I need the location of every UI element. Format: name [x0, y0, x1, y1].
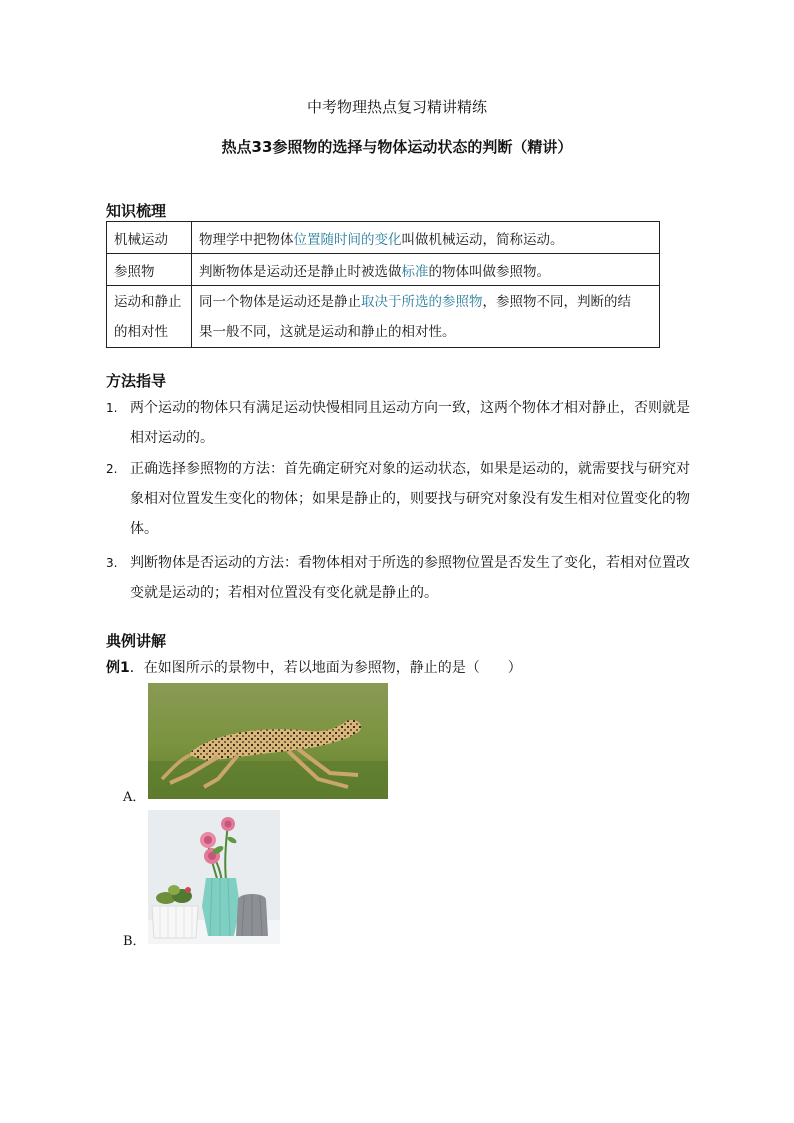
vases-image: [148, 810, 280, 944]
option-b-label: B．: [123, 934, 146, 949]
term-cell: 机械运动: [107, 222, 192, 254]
definition-cell: 判断物体是运动还是静止时被选做标准的物体叫做参照物。: [192, 254, 660, 286]
series-title: 中考物理热点复习精讲精练: [306, 98, 487, 116]
examples-heading: 典例讲解: [106, 632, 167, 650]
knowledge-heading: 知识梳理: [106, 202, 167, 220]
option-a-label: A．: [123, 790, 146, 805]
example-1-question: 例1．在如图所示的景物中，若以地面为参照物，静止的是（ ）: [106, 660, 522, 676]
definition-cell: 物理学中把物体位置随时间的变化叫做机械运动，简称运动。: [192, 222, 660, 254]
key-phrase: 取决于所选的参照物: [361, 293, 483, 310]
term-cell: 运动和静止 的相对性: [107, 286, 192, 348]
table-row: [107, 254, 660, 286]
knowledge-table: [106, 221, 660, 348]
topic-title: 热点33参照物的选择与物体运动状态的判断（精讲）: [221, 138, 573, 156]
method-item-3: 3. 判断物体是否运动的方法：看物体相对于所选的参照物位置是否发生了变化，若相对位置改 变就是运动的；若相对位置没有变化就是静止的。: [106, 555, 690, 601]
table-row: [107, 222, 660, 254]
method-heading: 方法指导: [106, 372, 167, 390]
key-phrase: 位置随时间的变化: [293, 231, 402, 248]
term-cell: 参照物: [107, 254, 192, 286]
table-row: [107, 286, 660, 348]
definition-cell: 同一个物体是运动还是静止取决于所选的参照物，参照物不同，判断的结 果一般不同，这就是运动和静止的相对性。: [192, 286, 660, 348]
method-item-2: 2. 正确选择参照物的方法：首先确定研究对象的运动状态，如果是运动的，就需要找与研究对 象相对位置发生变化的物体；如果是静止的，则要找与研究对象没有发生相对位置变化的物 体。: [106, 461, 690, 537]
cheetah-image: [148, 683, 388, 799]
key-phrase: 标准: [401, 263, 429, 280]
method-item-1: 1. 两个运动的物体只有满足运动快慢相同且运动方向一致，这两个物体才相对静止，否则就是 相对运动的。: [106, 400, 690, 446]
